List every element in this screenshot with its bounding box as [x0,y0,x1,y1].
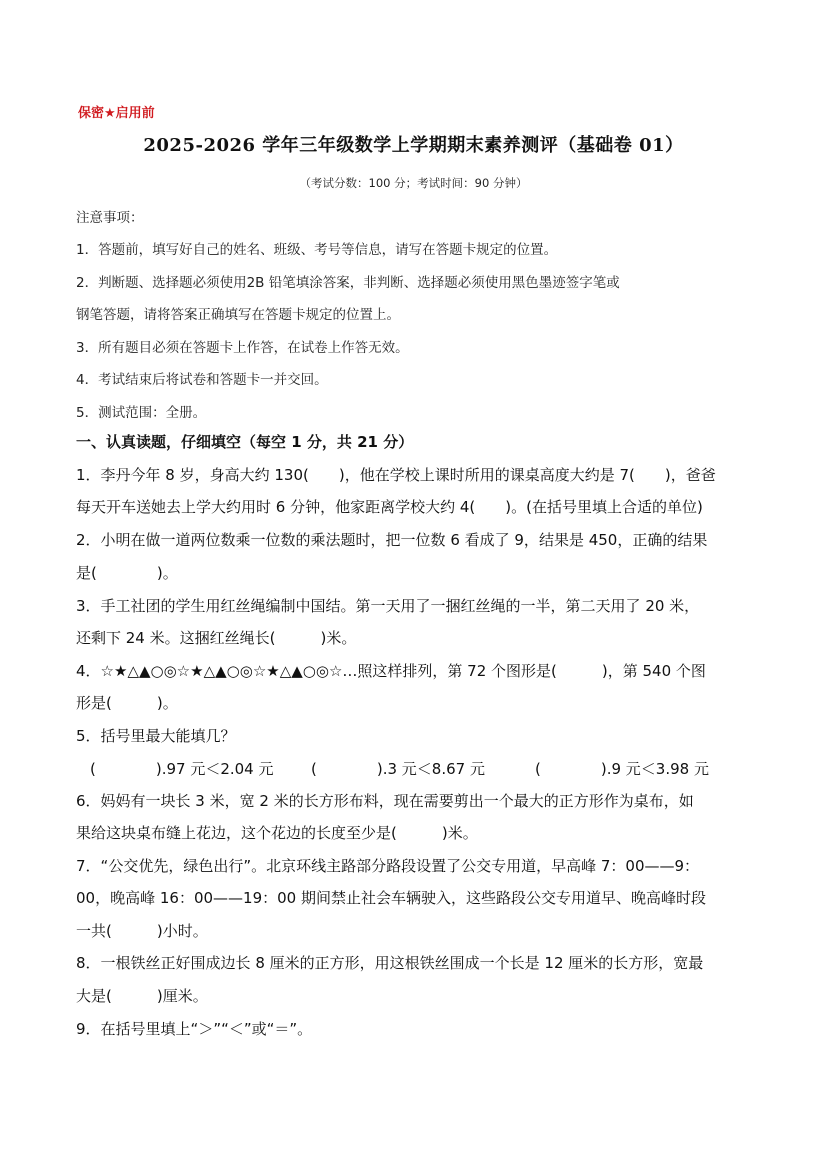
question-1-line-1: 1．李丹今年 8 岁，身高大约 130( )，他在学校上课时所用的课桌高度大约是 7( )，爸爸 [76,466,716,484]
question-4-line-2: 形是( )。 [76,694,178,712]
question-1-line-2: 每天开车送她去上学大约用时 6 分钟，他家距离学校大约 4( )。(在括号里填上合适的单位) [76,498,703,516]
question-7-line-2: 00，晚高峰 16：00——19：00 期间禁止社会车辆驶入，这些路段公交专用道早、晚高峰时段 [76,889,706,907]
question-6-line-2: 果给这块桌布缝上花边，这个花边的长度至少是( )米。 [76,824,478,842]
question-4-line-1: 4．☆★△▲○◎☆★△▲○◎☆★△▲○◎☆…照这样排列，第 72 个图形是( )，第 540 个图 [76,662,706,680]
question-7-line-3: 一共( )小时。 [76,922,208,940]
note-2-line-2: 钢笔答题，请将答案正确填写在答题卡规定的位置上。 [76,307,400,323]
notes-heading: 注意事项： [76,210,144,226]
note-2-line-1: 2．判断题、选择题必须使用2B 铅笔填涂答案，非判断、选择题必须使用黑色墨迹签字笔或 [76,275,620,291]
question-2-line-2: 是( )。 [76,564,178,582]
question-8-line-1: 8．一根铁丝正好围成边长 8 厘米的正方形，用这根铁丝围成一个长是 12 厘米的长方形，宽最 [76,954,704,972]
question-5: 5．括号里最大能填几？ [76,727,236,745]
question-3-line-2: 还剩下 24 米。这捆红丝绳长( )米。 [76,629,357,647]
question-5-item-3: ( ).9 元＜3.98 元 [535,760,709,778]
question-2-line-1: 2．小明在做一道两位数乘一位数的乘法题时，把一位数 6 看成了 9，结果是 450，正确的结果 [76,531,708,549]
question-5-item-2: ( ).3 元＜8.67 元 [311,760,485,778]
note-4: 4．考试结束后将试卷和答题卡一并交回。 [76,372,328,388]
question-3-line-1: 3．手工社团的学生用红丝绳编制中国结。第一天用了一捆红丝绳的一半，第二天用了 20 米， [76,597,700,615]
question-8-line-2: 大是( )厘米。 [76,987,208,1005]
question-6-line-1: 6．妈妈有一块长 3 米，宽 2 米的长方形布料，现在需要剪出一个最大的正方形作为桌布，如 [76,792,694,810]
section-1-heading: 一、认真读题，仔细填空（每空 1 分，共 21 分） [76,433,414,451]
note-1: 1．答题前，填写好自己的姓名、班级、考号等信息，请写在答题卡规定的位置。 [76,242,558,258]
question-5-item-1: ( ).97 元＜2.04 元 [90,760,274,778]
confidential-mark: 保密★启用前 [78,106,155,121]
note-3: 3．所有题目必须在答题卡上作答，在试卷上作答无效。 [76,340,409,356]
exam-title: 2025-2026 学年三年级数学上学期期末素养测评（基础卷 01） [143,135,684,156]
question-7-line-1: 7．“公交优先，绿色出行”。北京环线主路部分路段设置了公交专用道，早高峰 7：00——9： [76,857,700,875]
exam-subtitle: （考试分数：100 分；考试时间：90 分钟） [299,176,528,190]
question-9: 9．在括号里填上“＞”“＜”或“＝”。 [76,1020,313,1038]
note-5: 5．测试范围：全册。 [76,405,207,421]
